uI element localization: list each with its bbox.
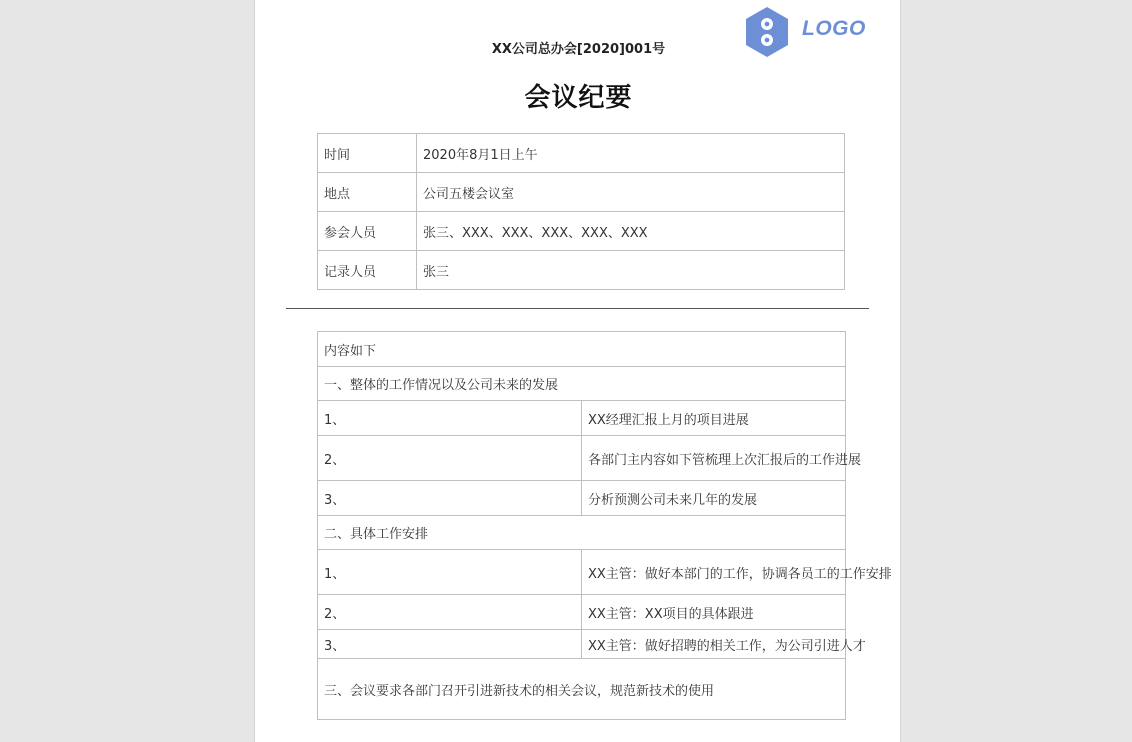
- item-text: XX经理汇报上月的项目进展: [582, 401, 846, 436]
- page-title: 会议纪要: [524, 83, 633, 113]
- table-row: [318, 332, 846, 367]
- item-text: 分析预测公司未来几年的发展: [582, 481, 846, 516]
- info-row-location: [318, 173, 845, 212]
- item-number: 1、: [318, 550, 582, 595]
- info-label: 记录人员: [318, 251, 417, 290]
- info-row-attendees: [318, 212, 845, 251]
- info-row-recorder: [318, 251, 845, 290]
- table-row: [318, 516, 846, 550]
- meeting-info-table: [317, 133, 845, 290]
- info-label: 参会人员: [318, 212, 417, 251]
- info-label: 时间: [318, 134, 417, 173]
- info-value: 张三、XXX、XXX、XXX、XXX、XXX: [417, 212, 845, 251]
- item-text: XX主管：XX项目的具体跟进: [582, 595, 846, 630]
- item-number: 3、: [318, 481, 582, 516]
- item-number: 1、: [318, 401, 582, 436]
- table-row: [318, 401, 846, 436]
- item-number: 2、: [318, 436, 582, 481]
- item-number: 3、: [318, 630, 582, 659]
- table-row: [318, 550, 846, 595]
- info-label: 地点: [318, 173, 417, 212]
- table-row: [318, 367, 846, 401]
- info-value: 张三: [417, 251, 845, 290]
- table-row: [318, 595, 846, 630]
- section-divider: [286, 308, 869, 309]
- document-page: [254, 0, 901, 742]
- logo-text: LOGO: [802, 17, 866, 40]
- document-number: XX公司总办会[2020]001号: [491, 42, 666, 57]
- info-value: 公司五楼会议室: [417, 173, 845, 212]
- meeting-content-table: [317, 331, 892, 720]
- item-text: XX主管：做好招聘的相关工作，为公司引进人才: [582, 630, 846, 659]
- section-title: 三、会议要求各部门召开引进新技术的相关会议，规范新技术的使用: [318, 659, 846, 720]
- section-title: 二、具体工作安排: [318, 516, 846, 550]
- item-text: XX主管：做好本部门的工作，协调各员工的工作安排: [582, 550, 846, 595]
- info-row-time: [318, 134, 845, 173]
- item-text: 各部门主内容如下管梳理上次汇报后的工作进展: [582, 436, 846, 481]
- table-row: [318, 659, 846, 720]
- content-heading: 内容如下: [318, 332, 846, 367]
- table-row: [318, 436, 846, 481]
- table-row: [318, 481, 846, 516]
- table-row: [318, 630, 846, 659]
- info-value: 2020年8月1日上午: [417, 134, 845, 173]
- item-number: 2、: [318, 595, 582, 630]
- section-title: 一、整体的工作情况以及公司未来的发展: [318, 367, 846, 401]
